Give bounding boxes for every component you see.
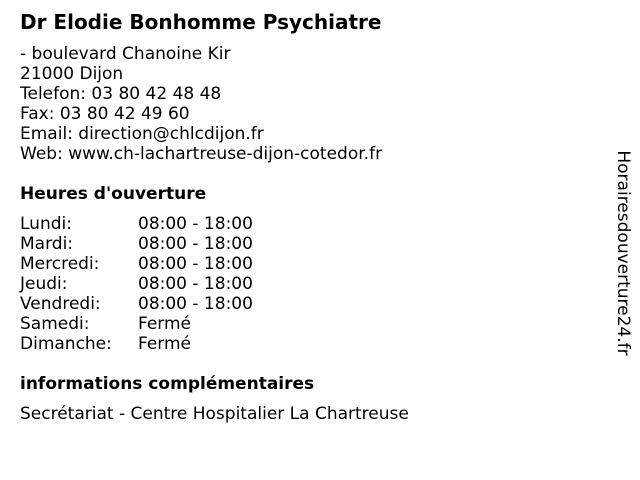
hours-row-wednesday (20, 254, 253, 274)
hours-time: Fermé (138, 314, 192, 334)
hours-time: 08:00 - 18:00 (138, 274, 253, 294)
additional-info-heading: informations complémentaires (20, 374, 315, 394)
hours-row-friday (20, 294, 253, 314)
hours-row-monday (20, 214, 253, 234)
email-address: Email: direction@chlcdijon.fr (20, 124, 264, 144)
opening-hours-heading: Heures d'ouverture (20, 184, 207, 204)
hours-row-tuesday (20, 234, 253, 254)
fax-number: Fax: 03 80 42 49 60 (20, 104, 190, 124)
hours-day: Mercredi: (20, 254, 100, 274)
address-city: 21000 Dijon (20, 64, 124, 84)
hours-time: 08:00 - 18:00 (138, 294, 253, 314)
hours-time: Fermé (138, 334, 192, 354)
hours-day: Mardi: (20, 234, 74, 254)
hours-time: 08:00 - 18:00 (138, 254, 253, 274)
hours-day: Samedi: (20, 314, 90, 334)
website-address: Web: www.ch-lachartreuse-dijon-cotedor.fr (20, 144, 383, 164)
hours-row-thursday (20, 274, 253, 294)
hours-day: Lundi: (20, 214, 72, 234)
additional-info-text: Secrétariat - Centre Hospitalier La Chartreuse (20, 404, 409, 424)
hours-day: Dimanche: (20, 334, 112, 354)
page-title: Dr Elodie Bonhomme Psychiatre (20, 10, 382, 34)
hours-time: 08:00 - 18:00 (138, 214, 253, 234)
phone-number: Telefon: 03 80 42 48 48 (20, 84, 222, 104)
site-watermark: Horairesdouverture24.fr (613, 150, 633, 356)
hours-row-sunday (20, 334, 253, 354)
opening-hours-table (20, 214, 253, 354)
contact-block (20, 44, 382, 164)
address-street: - boulevard Chanoine Kir (20, 44, 231, 64)
hours-row-saturday (20, 314, 253, 334)
hours-day: Jeudi: (20, 274, 68, 294)
hours-day: Vendredi: (20, 294, 101, 314)
hours-time: 08:00 - 18:00 (138, 234, 253, 254)
